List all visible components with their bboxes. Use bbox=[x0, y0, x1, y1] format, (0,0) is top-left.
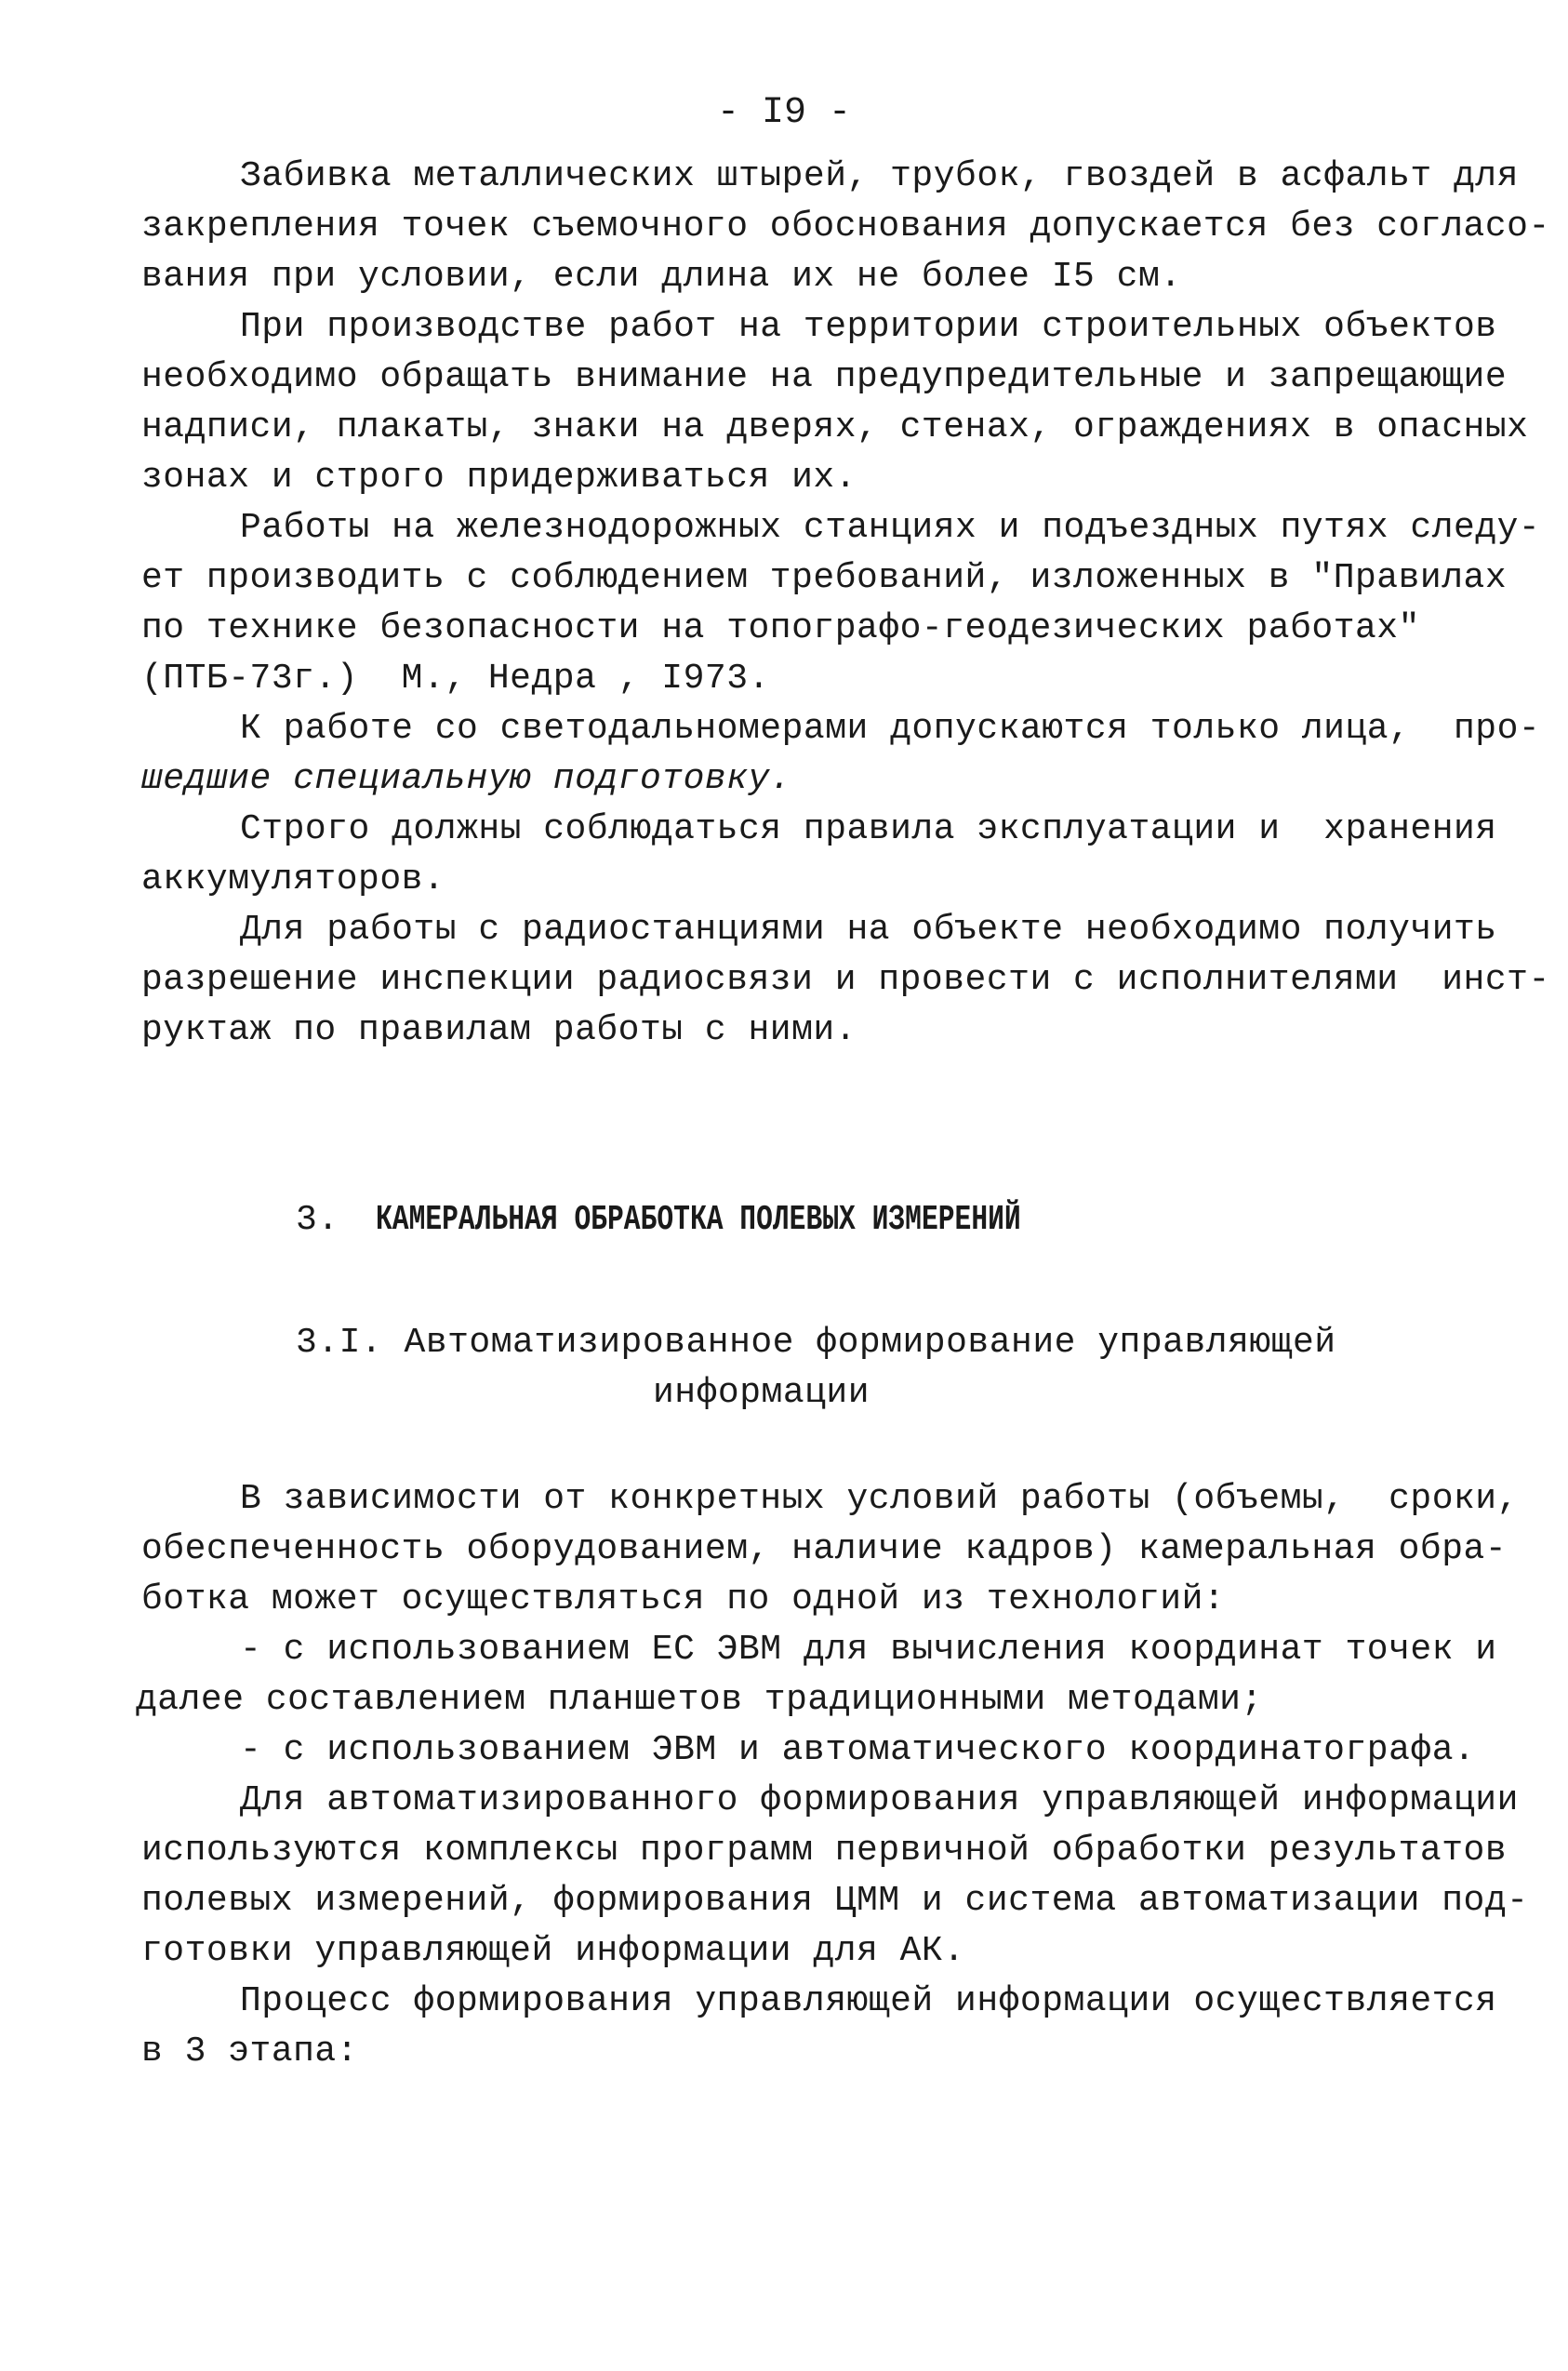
list-item: - с использованием ЕС ЭВМ для вычисления координат точек и bbox=[240, 1630, 1497, 1670]
paragraph-line: При производстве работ на территории строительных объектов bbox=[240, 307, 1497, 347]
paragraph-line: К работе со светодальномерами допускаются только лица, про- bbox=[240, 709, 1541, 749]
paragraph-line: ботка может осуществляться по одной из технологий: bbox=[141, 1579, 1226, 1619]
paragraph-line: разрешение инспекции радиосвязи и провести с исполнителями инст- bbox=[141, 960, 1550, 1000]
paragraph-line: Забивка металлических штырей, трубок, гвоздей в асфальт для bbox=[240, 156, 1519, 196]
subsection-title-line: информации bbox=[653, 1373, 870, 1413]
list-item: далее составлением планшетов традиционными методами; bbox=[136, 1680, 1263, 1720]
paragraph-line: Работы на железнодорожных станциях и подъездных путях следу- bbox=[240, 508, 1541, 548]
paragraph-line: зонах и строго придерживаться их. bbox=[141, 458, 857, 498]
list-item: - с использованием ЭВМ и автоматического координатографа. bbox=[240, 1730, 1476, 1770]
paragraph-line: используются комплексы программ первичной обработки результатов bbox=[141, 1831, 1508, 1871]
page-number: - I9 - bbox=[716, 92, 852, 134]
section-number: 3. bbox=[296, 1200, 339, 1240]
paragraph-line: шедшие специальную подготовку. bbox=[141, 759, 792, 799]
paragraph-line: полевых измерений, формирования ЦММ и система автоматизации под- bbox=[141, 1881, 1529, 1921]
paragraph-line: ет производить с соблюдением требований, изложенных в "Правилах bbox=[141, 558, 1508, 598]
paragraph-line: руктаж по правилам работы с ними. bbox=[141, 1010, 857, 1050]
paragraph-line: Строго должны соблюдаться правила эксплуатации и хранения bbox=[240, 809, 1497, 849]
paragraph-line: В зависимости от конкретных условий работы (объемы, сроки, bbox=[240, 1479, 1519, 1519]
paragraph-line: надписи, плакаты, знаки на дверях, стенах, ограждениях в опасных bbox=[141, 407, 1529, 447]
paragraph-line: (ПТБ-73г.) М., Недра , I973. bbox=[141, 659, 770, 699]
paragraph-line: Для работы с радиостанциями на объекте необходимо получить bbox=[240, 910, 1497, 950]
paragraph-line: в 3 этапа: bbox=[141, 2031, 359, 2071]
subsection-title-line: 3.I. Автоматизированное формирование управляющей bbox=[296, 1323, 1336, 1363]
paragraph-line: необходимо обращать внимание на предупредительные и запрещающие bbox=[141, 357, 1508, 397]
paragraph-line: аккумуляторов. bbox=[141, 859, 445, 899]
paragraph-line: Для автоматизированного формирования управляющей информации bbox=[240, 1780, 1519, 1820]
paragraph-line: Процесс формирования управляющей информации осуществляется bbox=[240, 1981, 1497, 2021]
paragraph-line: вания при условии, если длина их не более I5 см. bbox=[141, 257, 1182, 297]
paragraph-line: готовки управляющей информации для АК. bbox=[141, 1931, 965, 1971]
paragraph-line: закрепления точек съемочного обоснования допускается без согласо- bbox=[141, 206, 1550, 246]
paragraph-line: обеспеченность оборудованием, наличие кадров) камеральная обра- bbox=[141, 1529, 1508, 1569]
section-title: КАМЕРАЛЬНАЯ ОБРАБОТКА ПОЛЕВЫХ ИЗМЕРЕНИЙ bbox=[376, 1200, 1021, 1240]
paragraph-line: по технике безопасности на топографо-геодезических работах" bbox=[141, 608, 1420, 648]
